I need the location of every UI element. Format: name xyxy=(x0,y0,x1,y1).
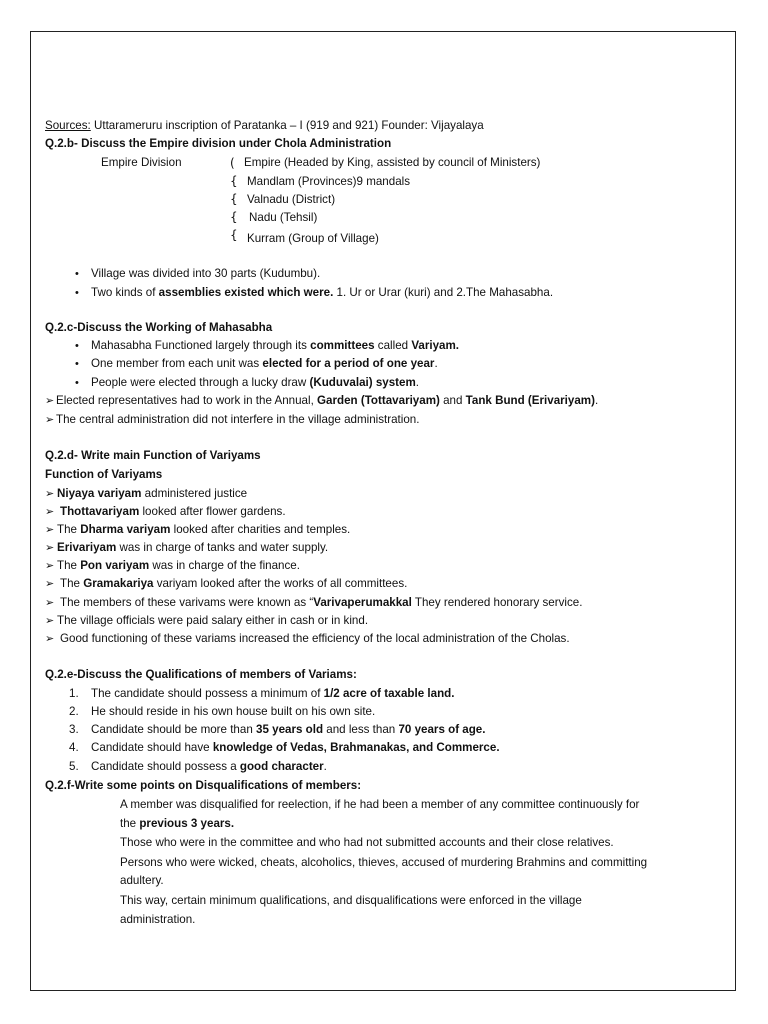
bullet-icon: • xyxy=(75,358,79,370)
arrow-bullet-icon: ➢ xyxy=(45,633,55,645)
text-span: called xyxy=(374,339,412,352)
q2d-item-2 xyxy=(60,505,286,519)
brace-icon: { xyxy=(230,210,238,224)
q2f-heading: Q.2.f-Write some points on Disqualifications of members: xyxy=(45,779,362,792)
text-span: Mahasabha Functioned largely through its xyxy=(91,339,311,352)
division-item: Empire (Headed by King, assisted by council of Ministers) xyxy=(244,156,541,169)
q2b-heading: Q.2.b- Discuss the Empire division under Chola Administration xyxy=(45,137,392,150)
text-span: Variyam. xyxy=(411,339,460,352)
brace-icon: { xyxy=(230,228,238,242)
text-span: (Kuduvalai) system xyxy=(309,376,416,389)
sources-line xyxy=(45,119,484,133)
text-span: Gramakariya xyxy=(83,577,154,590)
text-span: and xyxy=(439,394,466,407)
text-span: was in charge of the finance. xyxy=(149,559,300,572)
text-span: 70 years of age. xyxy=(398,723,486,736)
q2f-para-3: Persons who were wicked, cheats, alcoholics, thieves, accused of murdering Brahmins and committing xyxy=(120,856,648,869)
q2e-item-5 xyxy=(91,760,327,774)
brace-icon: { xyxy=(230,192,238,206)
text-span: The xyxy=(60,577,84,590)
q2d-item-9: Good functioning of these variams increased the efficiency of the local administration of the Cholas. xyxy=(60,632,570,645)
bullet-icon: • xyxy=(75,340,79,352)
text-span: committees xyxy=(310,339,375,352)
text-span: looked after flower gardens. xyxy=(139,505,286,518)
text-span: Candidate should possess a xyxy=(91,760,240,773)
arrow-bullet-icon: ➢ xyxy=(45,524,55,536)
q2c-bullet-1 xyxy=(91,339,459,353)
division-item: Valnadu (District) xyxy=(247,193,336,206)
arrow-bullet-icon: ➢ xyxy=(45,414,55,426)
q2f-para-1: A member was disqualified for reelection, if he had been a member of any committee continuously for xyxy=(120,798,640,811)
brace-icon: ( xyxy=(230,156,235,170)
text-span: Candidate should have xyxy=(91,741,213,754)
arrow-bullet-icon: ➢ xyxy=(45,578,55,590)
q2d-item-4 xyxy=(57,541,328,555)
list-number: 2. xyxy=(69,705,79,718)
text-span: previous 3 years. xyxy=(139,817,235,830)
q2e-item-1 xyxy=(91,687,454,701)
text-span: 1. Ur or Urar (kuri) and 2.The Mahasabha. xyxy=(333,286,554,299)
q2d-item-8: The village officials were paid salary either in cash or in kind. xyxy=(57,614,369,627)
text-span: Niyaya variyam xyxy=(57,487,142,500)
sources-label: Sources: xyxy=(45,119,91,132)
arrow-bullet-icon: ➢ xyxy=(45,542,55,554)
text-span: Dharma variyam xyxy=(80,523,171,536)
text-span: Varivaperumakkal xyxy=(313,596,412,609)
q2b-bullet-1: Village was divided into 30 parts (Kudumbu). xyxy=(91,267,321,280)
arrow-bullet-icon: ➢ xyxy=(45,597,55,609)
q2d-subheading: Function of Variyams xyxy=(45,468,163,481)
q2c-arrow-1 xyxy=(56,394,598,408)
list-number: 4. xyxy=(69,741,79,754)
arrow-bullet-icon: ➢ xyxy=(45,615,55,627)
text-span: Tank Bund (Erivariyam) xyxy=(465,394,595,407)
text-span: Thottavariyam xyxy=(60,505,140,518)
list-number: 1. xyxy=(69,687,79,700)
q2c-arrow-2: The central administration did not interfere in the village administration. xyxy=(56,413,420,426)
text-span: variyam looked after the works of all committees. xyxy=(153,577,408,590)
text-span: 1/2 acre of taxable land. xyxy=(323,687,455,700)
text-span: Pon variyam xyxy=(80,559,150,572)
text-span: The xyxy=(57,523,81,536)
q2f-para-2: Those who were in the committee and who had not submitted accounts and their close relatives. xyxy=(120,836,614,849)
brace-icon: { xyxy=(230,174,238,188)
q2d-item-1 xyxy=(57,487,247,501)
text-span: . xyxy=(594,394,599,407)
q2c-heading: Q.2.c-Discuss the Working of Mahasabha xyxy=(45,321,273,334)
text-span: and less than xyxy=(323,723,399,736)
q2d-item-6 xyxy=(60,577,407,591)
bullet-icon: • xyxy=(75,377,79,389)
text-span: elected for a period of one year xyxy=(262,357,435,370)
list-number: 5. xyxy=(69,760,79,773)
text-span: was in charge of tanks and water supply. xyxy=(116,541,329,554)
q2f-para-4-cont: administration. xyxy=(120,913,196,926)
bullet-icon: • xyxy=(75,268,79,280)
q2b-bullet-2 xyxy=(91,286,553,300)
text-span: 35 years old xyxy=(256,723,324,736)
text-span: One member from each unit was xyxy=(91,357,263,370)
text-span: Candidate should be more than xyxy=(91,723,257,736)
q2e-item-2: He should reside in his own house built on his own site. xyxy=(91,705,376,718)
text-span: They rendered honorary service. xyxy=(411,596,583,609)
text-span: . xyxy=(323,760,327,773)
empire-division-label: Empire Division xyxy=(101,156,182,169)
list-number: 3. xyxy=(69,723,79,736)
text-span: looked after charities and temples. xyxy=(170,523,351,536)
q2e-item-4 xyxy=(91,741,500,755)
text-span: knowledge of Vedas, Brahmanakas, and Commerce. xyxy=(212,741,500,754)
text-span: Erivariyam xyxy=(57,541,117,554)
text-span: People were elected through a lucky draw xyxy=(91,376,310,389)
q2e-heading: Q.2.e-Discuss the Qualifications of members of Variams: xyxy=(45,668,357,681)
arrow-bullet-icon: ➢ xyxy=(45,560,55,572)
sources-text: Uttarameruru inscription of Paratanka – I (919 and 921) Founder: Vijayalaya xyxy=(90,119,484,132)
q2c-bullet-3 xyxy=(91,376,419,390)
text-span: The candidate should possess a minimum of xyxy=(91,687,324,700)
text-span: Two kinds of xyxy=(91,286,159,299)
text-span: The members of these varivams were known as “ xyxy=(60,596,314,609)
text-span: good character xyxy=(239,760,324,773)
q2d-item-3 xyxy=(57,523,350,537)
text-span: The xyxy=(57,559,81,572)
q2d-item-5 xyxy=(57,559,300,573)
text-span: the xyxy=(120,817,140,830)
text-span: Elected representatives had to work in the Annual, xyxy=(56,394,318,407)
text-span: . xyxy=(415,376,420,389)
q2f-para-1-cont xyxy=(120,817,234,831)
arrow-bullet-icon: ➢ xyxy=(45,395,55,407)
q2f-para-4: This way, certain minimum qualifications, and disqualifications were enforced in the village xyxy=(120,894,582,907)
text-span: Garden (Tottavariyam) xyxy=(317,394,440,407)
q2e-item-3 xyxy=(91,723,485,737)
q2f-para-3-cont: adultery. xyxy=(120,874,164,887)
division-item: Mandlam (Provinces)9 mandals xyxy=(247,175,411,188)
text-span: . xyxy=(434,357,438,370)
text-span: administered justice xyxy=(141,487,248,500)
q2c-bullet-2 xyxy=(91,357,438,371)
bullet-icon: • xyxy=(75,287,79,299)
q2d-heading: Q.2.d- Write main Function of Variyams xyxy=(45,449,261,462)
division-item: Kurram (Group of Village) xyxy=(247,232,379,245)
arrow-bullet-icon: ➢ xyxy=(45,506,55,518)
division-item: Nadu (Tehsil) xyxy=(249,211,318,224)
arrow-bullet-icon: ➢ xyxy=(45,488,55,500)
text-span: assemblies existed which were. xyxy=(158,286,334,299)
q2d-item-7 xyxy=(60,596,582,610)
